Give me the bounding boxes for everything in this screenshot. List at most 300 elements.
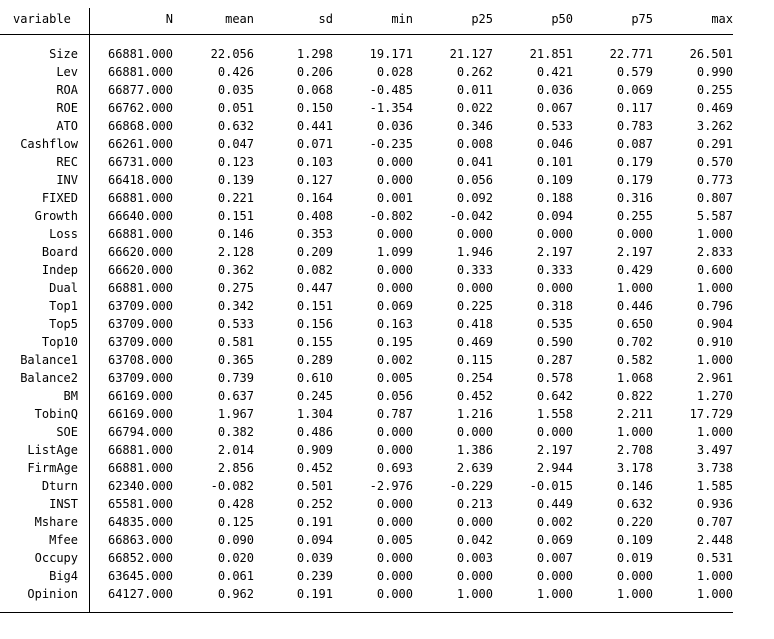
cell-min: 0.000 — [376, 515, 413, 529]
cell-p25: 0.254 — [456, 371, 493, 385]
cell-mean: 0.035 — [217, 83, 254, 97]
cell-p50: 2.197 — [536, 443, 573, 457]
cell-variable: Lev — [56, 65, 78, 79]
cell-p75: 0.822 — [616, 389, 653, 403]
cell-max: 3.738 — [696, 461, 733, 475]
cell-mean: 22.056 — [210, 47, 254, 61]
cell-sd: 0.039 — [296, 551, 333, 565]
cell-mean: 2.856 — [217, 461, 254, 475]
cell-p25: 0.011 — [456, 83, 493, 97]
table-row — [0, 369, 740, 387]
cell-sd: 0.909 — [296, 443, 333, 457]
header-variable: variable — [13, 12, 71, 26]
cell-variable: Mfee — [49, 533, 78, 547]
cell-n: 66863.000 — [107, 533, 173, 547]
cell-n: 66794.000 — [107, 425, 173, 439]
cell-min: 0.000 — [376, 155, 413, 169]
cell-min: 1.099 — [376, 245, 413, 259]
cell-max: 1.000 — [696, 587, 733, 601]
cell-p75: 0.783 — [616, 119, 653, 133]
cell-n: 66169.000 — [107, 407, 173, 421]
table-row — [0, 117, 740, 135]
cell-p25: 2.639 — [456, 461, 493, 475]
cell-p75: 0.316 — [616, 191, 653, 205]
cell-sd: 0.127 — [296, 173, 333, 187]
cell-mean: 0.533 — [217, 317, 254, 331]
cell-p75: 0.702 — [616, 335, 653, 349]
cell-n: 66640.000 — [107, 209, 173, 223]
cell-p50: 0.000 — [536, 425, 573, 439]
table-row — [0, 135, 740, 153]
cell-p50: 0.578 — [536, 371, 573, 385]
cell-sd: 0.408 — [296, 209, 333, 223]
cell-n: 66762.000 — [107, 101, 173, 115]
cell-sd: 0.094 — [296, 533, 333, 547]
cell-max: 2.961 — [696, 371, 733, 385]
cell-mean: 2.014 — [217, 443, 254, 457]
cell-variable: Balance2 — [20, 371, 78, 385]
cell-min: -2.976 — [369, 479, 413, 493]
cell-variable: Occupy — [34, 551, 78, 565]
cell-p25: 1.946 — [456, 245, 493, 259]
cell-p50: 2.197 — [536, 245, 573, 259]
table-body — [0, 45, 740, 603]
cell-p25: 0.000 — [456, 227, 493, 241]
cell-min: -1.354 — [369, 101, 413, 115]
cell-n: 66620.000 — [107, 263, 173, 277]
cell-min: 0.069 — [376, 299, 413, 313]
cell-mean: 0.382 — [217, 425, 254, 439]
table-row — [0, 279, 740, 297]
cell-sd: 0.501 — [296, 479, 333, 493]
cell-min: 0.000 — [376, 551, 413, 565]
cell-n: 66877.000 — [107, 83, 173, 97]
cell-n: 66881.000 — [107, 191, 173, 205]
table-row — [0, 459, 740, 477]
cell-min: 0.005 — [376, 371, 413, 385]
cell-p75: 0.117 — [616, 101, 653, 115]
cell-p75: 1.068 — [616, 371, 653, 385]
cell-p50: 0.101 — [536, 155, 573, 169]
cell-max: 1.585 — [696, 479, 733, 493]
cell-min: 0.001 — [376, 191, 413, 205]
cell-mean: 2.128 — [217, 245, 254, 259]
cell-p75: 0.087 — [616, 137, 653, 151]
cell-p50: 0.046 — [536, 137, 573, 151]
header-n: N — [165, 12, 173, 26]
cell-p50: 0.007 — [536, 551, 573, 565]
cell-p25: 0.225 — [456, 299, 493, 313]
cell-p25: 0.042 — [456, 533, 493, 547]
cell-mean: 0.151 — [217, 209, 254, 223]
cell-p25: 0.000 — [456, 281, 493, 295]
cell-min: 0.000 — [376, 497, 413, 511]
cell-p50: 0.109 — [536, 173, 573, 187]
cell-variable: FIXED — [41, 191, 78, 205]
cell-n: 66852.000 — [107, 551, 173, 565]
cell-sd: 1.298 — [296, 47, 333, 61]
cell-variable: Loss — [49, 227, 78, 241]
cell-max: 0.796 — [696, 299, 733, 313]
table-row — [0, 63, 740, 81]
cell-p75: 3.178 — [616, 461, 653, 475]
cell-max: 0.291 — [696, 137, 733, 151]
cell-min: 0.000 — [376, 173, 413, 187]
cell-p75: 0.179 — [616, 173, 653, 187]
cell-max: 0.531 — [696, 551, 733, 565]
cell-sd: 0.191 — [296, 515, 333, 529]
cell-p75: 0.446 — [616, 299, 653, 313]
cell-max: 0.707 — [696, 515, 733, 529]
cell-p25: 0.346 — [456, 119, 493, 133]
cell-sd: 1.304 — [296, 407, 333, 421]
cell-min: 0.036 — [376, 119, 413, 133]
cell-p50: 0.287 — [536, 353, 573, 367]
cell-sd: 0.447 — [296, 281, 333, 295]
cell-n: 62340.000 — [107, 479, 173, 493]
table-row — [0, 423, 740, 441]
table-row — [0, 495, 740, 513]
table-row — [0, 45, 740, 63]
cell-p25: 0.418 — [456, 317, 493, 331]
cell-mean: 0.426 — [217, 65, 254, 79]
cell-variable: FirmAge — [27, 461, 78, 475]
cell-p25: 1.216 — [456, 407, 493, 421]
cell-p25: 21.127 — [449, 47, 493, 61]
cell-min: 0.000 — [376, 569, 413, 583]
cell-p75: 1.000 — [616, 425, 653, 439]
cell-p75: 0.650 — [616, 317, 653, 331]
cell-n: 66881.000 — [107, 281, 173, 295]
cell-n: 65581.000 — [107, 497, 173, 511]
cell-variable: Opinion — [27, 587, 78, 601]
table-row — [0, 261, 740, 279]
cell-max: 3.497 — [696, 443, 733, 457]
cell-p50: 0.590 — [536, 335, 573, 349]
cell-n: 63709.000 — [107, 317, 173, 331]
cell-variable: Dual — [49, 281, 78, 295]
cell-variable: ROA — [56, 83, 78, 97]
cell-p50: 0.067 — [536, 101, 573, 115]
cell-n: 66261.000 — [107, 137, 173, 151]
cell-variable: Balance1 — [20, 353, 78, 367]
cell-mean: 0.125 — [217, 515, 254, 529]
cell-min: 19.171 — [369, 47, 413, 61]
cell-variable: Mshare — [34, 515, 78, 529]
cell-mean: 0.632 — [217, 119, 254, 133]
cell-p25: 1.000 — [456, 587, 493, 601]
cell-p25: 0.000 — [456, 425, 493, 439]
cell-variable: INV — [56, 173, 78, 187]
cell-p25: 0.115 — [456, 353, 493, 367]
cell-min: 0.028 — [376, 65, 413, 79]
table-row — [0, 531, 740, 549]
header-divider — [0, 34, 733, 35]
cell-variable: Cashflow — [20, 137, 78, 151]
cell-p75: 0.632 — [616, 497, 653, 511]
cell-min: 0.005 — [376, 533, 413, 547]
cell-p25: 0.452 — [456, 389, 493, 403]
cell-p75: 2.197 — [616, 245, 653, 259]
cell-mean: 0.221 — [217, 191, 254, 205]
cell-max: 1.270 — [696, 389, 733, 403]
cell-n: 66620.000 — [107, 245, 173, 259]
table-row — [0, 99, 740, 117]
cell-max: 0.570 — [696, 155, 733, 169]
header-p75: p75 — [631, 12, 653, 26]
cell-variable: Size — [49, 47, 78, 61]
cell-sd: 0.452 — [296, 461, 333, 475]
cell-sd: 0.441 — [296, 119, 333, 133]
cell-p75: 2.708 — [616, 443, 653, 457]
table-row — [0, 441, 740, 459]
cell-min: 0.056 — [376, 389, 413, 403]
cell-p25: 0.000 — [456, 569, 493, 583]
table-row — [0, 189, 740, 207]
cell-p75: 0.109 — [616, 533, 653, 547]
header-min: min — [391, 12, 413, 26]
cell-min: 0.002 — [376, 353, 413, 367]
cell-max: 2.448 — [696, 533, 733, 547]
cell-max: 0.255 — [696, 83, 733, 97]
cell-mean: 0.428 — [217, 497, 254, 511]
cell-sd: 0.156 — [296, 317, 333, 331]
cell-min: 0.000 — [376, 263, 413, 277]
cell-max: 3.262 — [696, 119, 733, 133]
cell-min: 0.000 — [376, 443, 413, 457]
cell-p25: 1.386 — [456, 443, 493, 457]
cell-n: 66881.000 — [107, 47, 173, 61]
cell-mean: 0.739 — [217, 371, 254, 385]
cell-sd: 0.209 — [296, 245, 333, 259]
cell-min: -0.235 — [369, 137, 413, 151]
cell-max: 1.000 — [696, 569, 733, 583]
cell-p50: 1.000 — [536, 587, 573, 601]
cell-variable: SOE — [56, 425, 78, 439]
cell-variable: ListAge — [27, 443, 78, 457]
cell-n: 66731.000 — [107, 155, 173, 169]
table-row — [0, 153, 740, 171]
cell-max: 1.000 — [696, 425, 733, 439]
cell-min: 0.787 — [376, 407, 413, 421]
cell-p75: 1.000 — [616, 281, 653, 295]
cell-p50: 1.558 — [536, 407, 573, 421]
table-row — [0, 315, 740, 333]
cell-variable: BM — [63, 389, 78, 403]
cell-sd: 0.103 — [296, 155, 333, 169]
cell-max: 0.936 — [696, 497, 733, 511]
cell-p50: 0.318 — [536, 299, 573, 313]
cell-p25: 0.000 — [456, 515, 493, 529]
cell-max: 0.904 — [696, 317, 733, 331]
cell-min: 0.195 — [376, 335, 413, 349]
cell-variable: Indep — [41, 263, 78, 277]
cell-max: 0.773 — [696, 173, 733, 187]
cell-p25: 0.008 — [456, 137, 493, 151]
cell-variable: Top5 — [49, 317, 78, 331]
cell-max: 17.729 — [689, 407, 733, 421]
cell-p25: -0.042 — [449, 209, 493, 223]
cell-p75: 0.019 — [616, 551, 653, 565]
cell-sd: 0.071 — [296, 137, 333, 151]
cell-n: 63708.000 — [107, 353, 173, 367]
table-row — [0, 225, 740, 243]
cell-p75: 0.255 — [616, 209, 653, 223]
cell-p50: 0.533 — [536, 119, 573, 133]
table-row — [0, 477, 740, 495]
cell-mean: 0.051 — [217, 101, 254, 115]
cell-sd: 0.252 — [296, 497, 333, 511]
cell-p75: 0.179 — [616, 155, 653, 169]
cell-sd: 0.155 — [296, 335, 333, 349]
cell-variable: REC — [56, 155, 78, 169]
cell-n: 63709.000 — [107, 335, 173, 349]
cell-p50: 21.851 — [529, 47, 573, 61]
cell-sd: 0.150 — [296, 101, 333, 115]
cell-max: 1.000 — [696, 227, 733, 241]
cell-p50: 0.188 — [536, 191, 573, 205]
cell-sd: 0.245 — [296, 389, 333, 403]
cell-min: 0.000 — [376, 587, 413, 601]
cell-mean: 0.275 — [217, 281, 254, 295]
cell-max: 26.501 — [689, 47, 733, 61]
cell-n: 66881.000 — [107, 443, 173, 457]
cell-sd: 0.151 — [296, 299, 333, 313]
cell-p75: 0.146 — [616, 479, 653, 493]
cell-mean: 0.123 — [217, 155, 254, 169]
table-row — [0, 387, 740, 405]
table-row — [0, 243, 740, 261]
cell-p25: -0.229 — [449, 479, 493, 493]
cell-max: 0.910 — [696, 335, 733, 349]
cell-p25: 0.469 — [456, 335, 493, 349]
cell-sd: 0.353 — [296, 227, 333, 241]
cell-p50: 0.449 — [536, 497, 573, 511]
cell-p50: 0.000 — [536, 569, 573, 583]
header-p50: p50 — [551, 12, 573, 26]
table-row — [0, 585, 740, 603]
cell-n: 66418.000 — [107, 173, 173, 187]
cell-n: 66881.000 — [107, 227, 173, 241]
cell-min: -0.802 — [369, 209, 413, 223]
cell-mean: 0.020 — [217, 551, 254, 565]
cell-variable: ROE — [56, 101, 78, 115]
cell-variable: ATO — [56, 119, 78, 133]
cell-p25: 0.022 — [456, 101, 493, 115]
cell-p25: 0.003 — [456, 551, 493, 565]
table-bottom-divider — [0, 612, 733, 613]
cell-max: 1.000 — [696, 353, 733, 367]
cell-p50: 0.069 — [536, 533, 573, 547]
cell-min: -0.485 — [369, 83, 413, 97]
cell-p50: 0.002 — [536, 515, 573, 529]
cell-sd: 0.082 — [296, 263, 333, 277]
cell-mean: -0.082 — [210, 479, 254, 493]
cell-p50: 2.944 — [536, 461, 573, 475]
cell-min: 0.163 — [376, 317, 413, 331]
cell-p75: 0.579 — [616, 65, 653, 79]
cell-max: 5.587 — [696, 209, 733, 223]
cell-n: 66881.000 — [107, 461, 173, 475]
cell-mean: 0.365 — [217, 353, 254, 367]
table-row — [0, 297, 740, 315]
cell-p75: 0.429 — [616, 263, 653, 277]
table-row — [0, 81, 740, 99]
cell-p50: 0.036 — [536, 83, 573, 97]
cell-p75: 0.220 — [616, 515, 653, 529]
cell-p50: 0.333 — [536, 263, 573, 277]
cell-mean: 0.139 — [217, 173, 254, 187]
cell-p75: 0.069 — [616, 83, 653, 97]
table-row — [0, 333, 740, 351]
cell-p25: 0.213 — [456, 497, 493, 511]
cell-p75: 2.211 — [616, 407, 653, 421]
cell-n: 64835.000 — [107, 515, 173, 529]
cell-p75: 0.000 — [616, 227, 653, 241]
table-header-row — [0, 11, 740, 27]
cell-p50: 0.535 — [536, 317, 573, 331]
cell-p50: 0.421 — [536, 65, 573, 79]
cell-sd: 0.486 — [296, 425, 333, 439]
cell-p25: 0.333 — [456, 263, 493, 277]
cell-n: 66169.000 — [107, 389, 173, 403]
cell-variable: TobinQ — [34, 407, 78, 421]
cell-mean: 0.962 — [217, 587, 254, 601]
cell-min: 0.000 — [376, 425, 413, 439]
cell-variable: INST — [49, 497, 78, 511]
cell-min: 0.000 — [376, 227, 413, 241]
cell-sd: 0.191 — [296, 587, 333, 601]
cell-max: 2.833 — [696, 245, 733, 259]
table-row — [0, 549, 740, 567]
cell-mean: 0.637 — [217, 389, 254, 403]
cell-p25: 0.092 — [456, 191, 493, 205]
cell-sd: 0.289 — [296, 353, 333, 367]
cell-p25: 0.041 — [456, 155, 493, 169]
cell-p50: 0.000 — [536, 227, 573, 241]
cell-p50: 0.642 — [536, 389, 573, 403]
cell-variable: Top10 — [41, 335, 78, 349]
cell-sd: 0.164 — [296, 191, 333, 205]
cell-mean: 0.342 — [217, 299, 254, 313]
cell-mean: 0.581 — [217, 335, 254, 349]
cell-p25: 0.262 — [456, 65, 493, 79]
cell-mean: 0.047 — [217, 137, 254, 151]
cell-mean: 0.362 — [217, 263, 254, 277]
table-row — [0, 207, 740, 225]
table-row — [0, 405, 740, 423]
cell-variable: Big4 — [49, 569, 78, 583]
header-mean: mean — [225, 12, 254, 26]
cell-p50: 0.094 — [536, 209, 573, 223]
cell-mean: 0.146 — [217, 227, 254, 241]
cell-mean: 1.967 — [217, 407, 254, 421]
cell-sd: 0.068 — [296, 83, 333, 97]
cell-variable: Growth — [34, 209, 78, 223]
cell-mean: 0.090 — [217, 533, 254, 547]
cell-p75: 0.000 — [616, 569, 653, 583]
table-row — [0, 567, 740, 585]
cell-max: 0.600 — [696, 263, 733, 277]
cell-p50: 0.000 — [536, 281, 573, 295]
cell-variable: Board — [41, 245, 78, 259]
cell-max: 1.000 — [696, 281, 733, 295]
cell-p75: 0.582 — [616, 353, 653, 367]
cell-n: 63645.000 — [107, 569, 173, 583]
cell-n: 63709.000 — [107, 371, 173, 385]
cell-variable: Dturn — [41, 479, 78, 493]
cell-p50: -0.015 — [529, 479, 573, 493]
